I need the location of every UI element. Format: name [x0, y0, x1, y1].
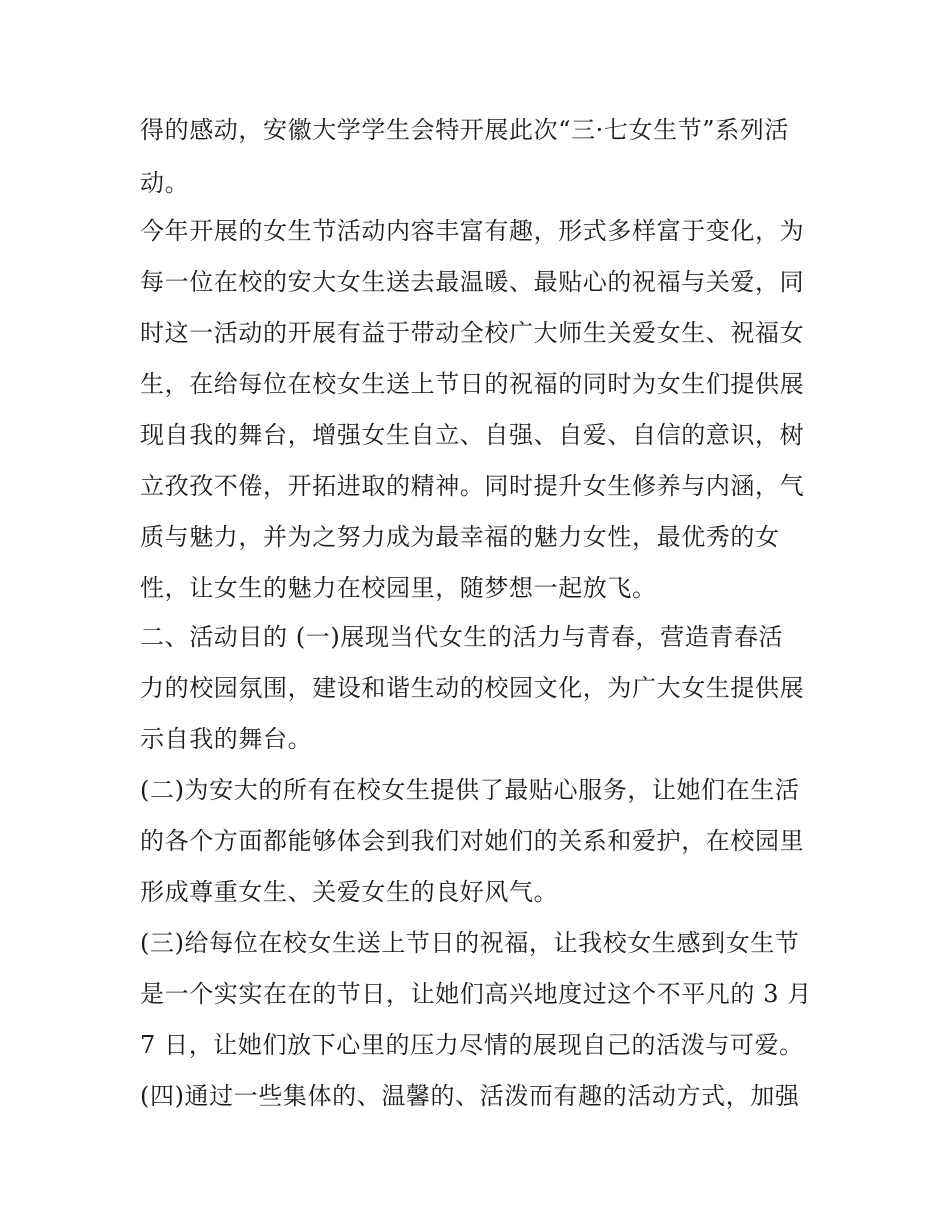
text-line: 立孜孜不倦，开拓进取的精神。同时提升女生修养与内涵，气 [140, 472, 805, 500]
text-line: 是一个实实在在的节日，让她们高兴地度过这个不平凡的 3 月 [140, 980, 812, 1008]
text-line: 现自我的舞台，增强女生自立、自强、自爱、自信的意识，树 [140, 421, 805, 449]
text-line: 的各个方面都能够体会到我们对她们的关系和爱护，在校园里 [140, 827, 805, 855]
text-line: 性，让女生的魅力在校园里，随梦想一起放飞。 [140, 574, 657, 602]
text-line: 力的校园氛围，建设和谐生动的校园文化，为广大女生提供展 [140, 674, 805, 702]
text-line: 7 日，让她们放下心里的压力尽情的展现自己的活泼与可爱。 [140, 1031, 804, 1059]
text-line: 时这一活动的开展有益于带动全校广大师生关爱女生、祝福女 [140, 319, 805, 347]
section-heading: 二、活动目的 (一)展现当代女生的活力与青春，营造青春活 [140, 623, 784, 651]
text-line: (三)给每位在校女生送上节日的祝福，让我校女生感到女生节 [140, 929, 800, 957]
text-line: 今年开展的女生节活动内容丰富有趣，形式多样富于变化，为 [140, 217, 805, 245]
text-line: 形成尊重女生、关爱女生的良好风气。 [140, 878, 559, 906]
text-line: 质与魅力，并为之努力成为最幸福的魅力女性，最优秀的女 [140, 523, 780, 551]
text-line: 动。 [140, 169, 190, 197]
text-line: 每一位在校的安大女生送去最温暖、最贴心的祝福与关爱，同 [140, 268, 805, 296]
text-line: (二)为安大的所有在校女生提供了最贴心服务，让她们在生活 [140, 776, 800, 804]
text-line: 得的感动，安徽大学学生会特开展此次“三·七女生节”系列活 [140, 116, 789, 144]
text-line: 示自我的舞台。 [140, 725, 313, 753]
text-line: 生，在给每位在校女生送上节日的祝福的同时为女生们提供展 [140, 370, 805, 398]
text-line: (四)通过一些集体的、温馨的、活泼而有趣的活动方式，加强 [140, 1082, 800, 1110]
